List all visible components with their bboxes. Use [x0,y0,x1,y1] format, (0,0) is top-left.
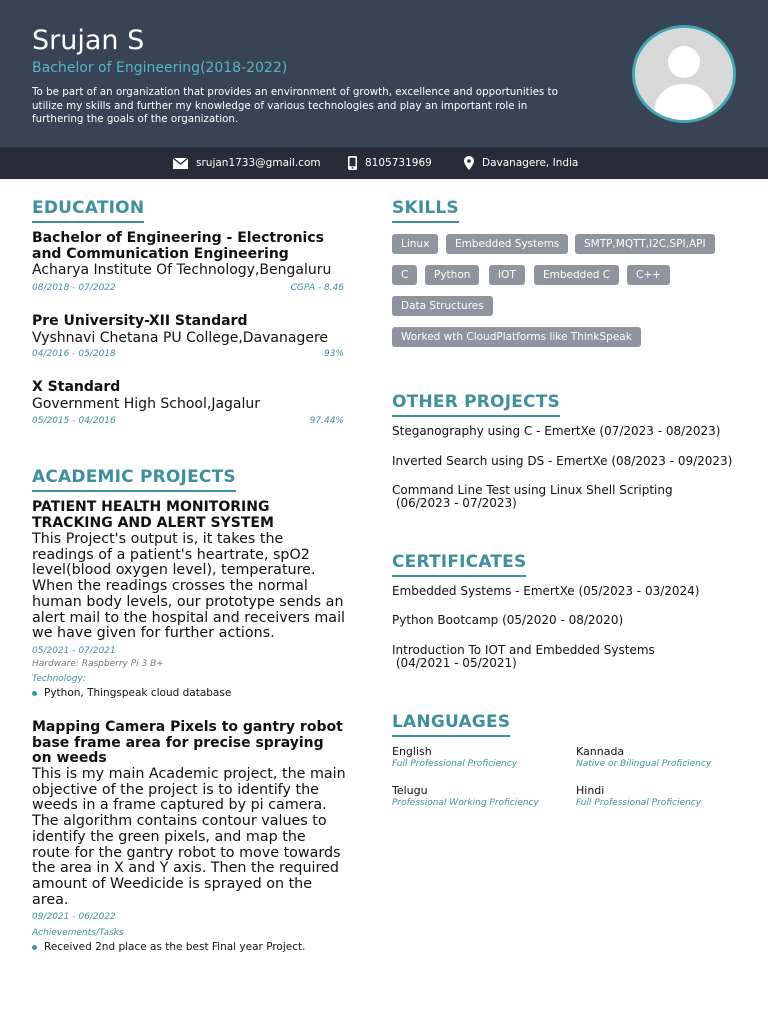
language-level: Native or Bilingual Proficiency [576,759,712,769]
education-institution: Government High School,Jagalur [32,396,261,412]
phone-text[interactable]: 8105731969 [365,157,432,169]
contact-email [173,147,321,179]
project-dates: 09/2021 - 06/2022 [32,912,116,922]
education-institution: Vyshnavi Chetana PU College,Davanagere [32,330,329,346]
other-project-item: Inverted Search using DS - EmertXe (08/2023 - 09/2023) [392,454,733,468]
skill-tag: Worked wth CloudPlatforms like ThinkSpeak [392,327,641,347]
project-bullet [32,686,231,700]
other-project-item: Steganography using C - EmertXe (07/2023 - 08/2023) [392,424,721,438]
skills-heading: SKILLS [392,198,459,223]
language-name: Kannada [576,745,625,758]
candidate-degree: Bachelor of Engineering(2018-2022) [32,60,288,76]
project-bullet-text: Python, Thingspeak cloud database [44,687,232,699]
project-title: PATIENT HEALTH MONITORING TRACKING AND ALERT SYSTEM [32,499,274,531]
other-projects-heading: OTHER PROJECTS [392,392,560,417]
education-meta [32,415,344,427]
education-degree: Pre University-XII Standard [32,313,248,329]
language-name: Telugu [392,784,428,797]
language-name: Hindi [576,784,605,797]
resume-header [0,0,768,147]
certificate-item: Embedded Systems - EmertXe (05/2023 - 03/2024) [392,584,700,598]
education-meta [32,282,344,294]
other-project-item-dates: (06/2023 - 07/2023) [392,496,517,510]
education-meta [32,348,344,360]
bullet-dot-icon [32,945,37,950]
envelope-icon [173,158,188,169]
project-description: This is my main Academic project, the main objective of the project is to identify the weeds in a frame captured by pi camera. The algorithm contains contour values to identify the green pixels, and map the route for the gantry robot to move towards the area in X and Y axis. Then the required amount of Weedicide is sprayed on the area. [32,766,346,908]
certificates-heading: CERTIFICATES [392,552,526,577]
bullet-dot-icon [32,691,37,696]
email-text[interactable]: srujan1733@gmail.com [196,157,321,169]
skill-tag: SMTP,MQTT,I2C,SPI,API [575,234,715,254]
project-title: Mapping Camera Pixels to gantry robot base frame area for precise spraying on weeds [32,719,343,766]
education-dates: 04/2016 - 05/2018 [32,349,116,359]
candidate-name: Srujan S [32,25,145,56]
skill-tag: C++ [627,265,670,285]
education-institution: Acharya Institute Of Technology,Bengaluru [32,262,332,278]
certificate-item-dates: (04/2021 - 05/2021) [392,656,517,670]
skill-tag: C [392,265,417,285]
certificate-item: Introduction To IOT and Embedded Systems [392,643,655,657]
languages-heading: LANGUAGES [392,712,510,737]
language-level: Full Professional Proficiency [576,798,702,808]
skill-tag: Linux [392,234,438,254]
skill-tag: Embedded Systems [446,234,568,254]
education-degree: X Standard [32,379,121,395]
project-technology-label: Technology: [32,674,86,684]
language-level: Professional Working Proficiency [392,798,539,808]
skill-tag: Python [425,265,479,285]
career-objective: To be part of an organization that provides an environment of growth, excellence and opportunities to utilize my skills and further my knowledge of various technologies and play an important role in furthering the goals of the organization. [32,86,558,125]
contact-bar [0,147,768,179]
education-score: CGPA - 8.46 [290,283,344,293]
skill-tag: IOT [489,265,525,285]
location-pin-icon [464,156,474,170]
skill-tag: Data Structures [392,296,493,316]
contact-location [464,147,578,179]
education-heading: EDUCATION [32,198,144,223]
education-score: 97.44% [309,416,344,426]
other-project-item: Command Line Test using Linux Shell Scripting [392,483,673,497]
academic-projects-heading: ACADEMIC PROJECTS [32,467,236,492]
location-text: Davanagere, India [482,157,579,169]
contact-phone [348,147,432,179]
language-name: English [392,745,432,758]
phone-icon [348,156,357,170]
project-bullet [32,940,305,954]
language-level: Full Professional Proficiency [392,759,518,769]
project-hardware: Hardware: Raspberry Pi 3 B+ [32,659,164,669]
skill-tag: Embedded C [534,265,619,285]
avatar-silhouette [635,28,733,120]
project-dates: 05/2021 - 07/2021 [32,646,116,656]
project-description: This Project's output is, it takes the readings of a patient's heartrate, spO2 level(blood oxygen level), temperature. When the readings crosses the normal human body levels, our prototype sends an alert mail to the hospital and receivers mail we have given for further actions. [32,531,346,642]
project-achievements-label: Achievements/Tasks [32,928,124,938]
user-avatar-icon [632,25,736,123]
project-bullet-text: Received 2nd place as the best Final year Project. [44,941,306,953]
education-dates: 05/2015 - 04/2016 [32,416,116,426]
certificate-item: Python Bootcamp (05/2020 - 08/2020) [392,613,624,627]
education-degree: Bachelor of Engineering - Electronics and Communication Engineering [32,230,324,262]
education-score: 93% [323,349,344,359]
education-dates: 08/2018 - 07/2022 [32,283,116,293]
